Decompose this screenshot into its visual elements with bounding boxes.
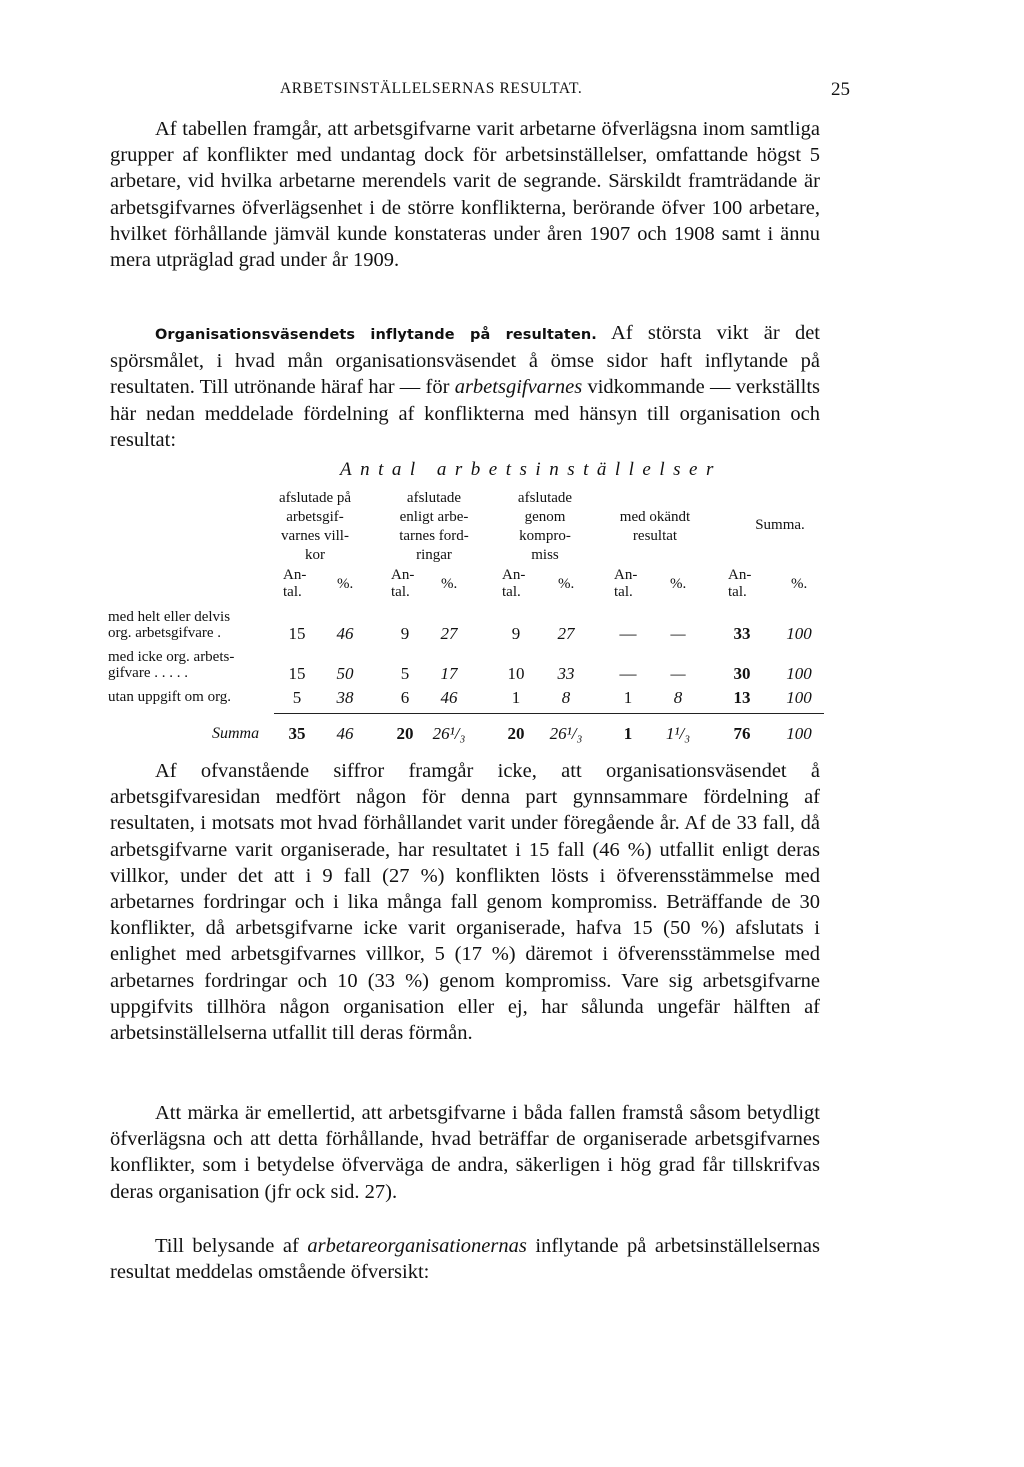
column-group-compromise: afslutade genom kompro- miss (517, 490, 573, 563)
paragraph-5-text-b: inflytande på arbetsinställelsernas resultat meddelas omstående öfversikt: (110, 1235, 820, 1284)
subheader-percent: %. (441, 576, 458, 592)
table-cell: 9 (400, 624, 410, 643)
row-label: med helt eller delvis (108, 609, 231, 625)
row-label: utan uppgift om org. (108, 689, 232, 705)
table-cell: 46 (336, 624, 354, 643)
subheader-percent: %. (791, 576, 808, 592)
paragraph-5 (110, 1233, 820, 1285)
subheader-antal: An- (283, 567, 307, 583)
table-cell: 13 (733, 688, 751, 707)
table-cell: — (619, 664, 637, 683)
table-cell: 38 (336, 688, 354, 707)
table-cell: 33 (557, 664, 575, 683)
column-group-employer-terms: afslutade på arbetsgif- varnes vill- kor (278, 490, 352, 563)
table-super-header: Antal arbetsinställelser (340, 459, 722, 480)
paragraph-3 (110, 758, 820, 1046)
column-group-worker-demands: afslutade enligt arbe- tarnes ford- ringar (399, 490, 469, 563)
subheader-percent: %. (337, 576, 354, 592)
subheader-antal: An- (728, 567, 752, 583)
table-cell: 27 (557, 624, 575, 643)
summa-label: Summa (212, 725, 260, 742)
subheader-antal: An- (391, 567, 415, 583)
table-cell: 8 (673, 688, 683, 707)
column-group-unknown: med okändt resultat (619, 509, 691, 544)
table-cell: 33 (733, 624, 751, 643)
section-heading: Organisationsväsendets inflytande på resultaten. (155, 327, 597, 343)
row-label: med icke org. arbets- (108, 649, 235, 665)
table-cell: 5 (292, 688, 302, 707)
summa-cell: 1¹/₃ (665, 724, 691, 743)
table-cell: 100 (786, 624, 812, 643)
column-group-summa: Summa. (755, 517, 805, 533)
subheader-antal: An- (614, 567, 638, 583)
summa-cell: 20 (396, 724, 414, 743)
table-cell: 100 (786, 664, 812, 683)
paragraph-5-text-a: Till belysande af (155, 1235, 308, 1257)
table-cell: 27 (440, 624, 458, 643)
table-cell: 6 (400, 688, 410, 707)
paragraph-1-text: Af tabellen framgår, att arbetsgifvarne varit arbetarne öfverlägsna inom samtliga grupper af konflikter med undantag dock för arbetsinställelser, omfattande högst 5 arbetare, vid hvilka arbetarne merendels varit de segrande. Särskildt framträdande är arbetsgifvarnes öfverlägsenhet i de större konflikterna, berörande öfver 100 arbetare, hvilket förhållande jämväl kunde konstateras under åren 1907 och 1908 samt i ännu mera utpräglad grad under år 1909. (110, 118, 820, 272)
paragraph-4-text: Att märka är emellertid, att arbetsgifvarne i båda fallen framstå såsom betydligt öfverlägsna och att detta förhållande, hvad beträffar de organiserade arbetsgifvarnes konflikter, som i betydelse öfverväga de andra, säkerligen i hög grad får tillskrifvas deras organisation (jfr ock sid. 27). (110, 1102, 820, 1203)
paragraph-2-text-b: vidkommande — verkställts här nedan meddelade fördelning af konflikterna med hänsyn till organisation och resultat: (110, 376, 821, 451)
subheader-antal-2: tal. (614, 584, 633, 600)
summa-cell: 76 (733, 724, 751, 743)
subheader-antal-2: tal. (502, 584, 521, 600)
table-cell: — (670, 664, 686, 683)
subheader-percent: %. (558, 576, 575, 592)
subheader-percent: %. (670, 576, 687, 592)
paragraph-4 (110, 1100, 820, 1205)
summa-rule (274, 713, 824, 714)
paragraph-3-text: Af ofvanstående siffror framgår icke, att organisationsväsendet å arbetsgifvaresidan medfört någon för denna part gynnsammare fördelning af resultaten, i motsats mot hvad förhållandet varit under föregående år. Af de 33 fall, då arbetsgifvarne varit organiserade, har resultatet i 15 fall (46 %) utfallit enligt deras villkor, under det att i 9 fall (27 %) konflikten lösts i öfverensstämmelse med arbetarnes fordringar och i lika många fall genom kompromiss. Beträffande de 30 konflikter, då arbetsgifvarne icke varit organiserade, hafva 15 (50 %) afslutats i enlighet med arbetsgifvarnes villkor, 5 (17 %) däremot i öfverensstämmelse med arbetarnes fordringar och 10 (33 %) genom kompromiss. Vare sig arbetsgifvarne uppgifvits tillhöra någon organisation eller ej, har sålunda ungefär hälften af arbetsinställelserna utfallit till deras förmån. (110, 760, 820, 1045)
summa-cell: 46 (336, 724, 354, 743)
table-cell: 15 (288, 624, 306, 643)
paragraph-2-text-a: Af största vikt är det spörsmålet, i hvad mån organisationsväsendet å ömse sidor haft inflytande på resultaten. Till utrönande häraf har — för (110, 322, 820, 399)
table-cell: — (670, 624, 686, 643)
subheader-antal: An- (502, 567, 526, 583)
summa-cell: 1 (623, 724, 633, 743)
summa-cell: 26¹/₃ (432, 724, 466, 743)
table-cell: 46 (440, 688, 458, 707)
summa-cell: 35 (288, 724, 306, 743)
table-cell: 15 (288, 664, 306, 683)
paragraph-2 (110, 320, 820, 453)
running-title: ARBETSINSTÄLLELSERNAS RESULTAT. (280, 80, 583, 97)
subheader-antal-2: tal. (283, 584, 302, 600)
table-cell: 9 (511, 624, 521, 643)
subheader-antal-2: tal. (728, 584, 747, 600)
paragraph-2-italic: arbetsgifvarnes (454, 376, 583, 399)
paragraph-2-text (110, 320, 820, 453)
summa-cell: 26¹/₃ (549, 724, 583, 743)
table-cell: 10 (507, 664, 525, 683)
paragraph-5-italic: arbetareorganisationernas (307, 1235, 527, 1257)
page-number: 25 (831, 79, 850, 100)
table-cell: 30 (733, 664, 751, 683)
summa-cell: 20 (507, 724, 525, 743)
summa-cell: 100 (786, 724, 812, 743)
running-header (280, 80, 850, 98)
subheader-antal-2: tal. (391, 584, 410, 600)
row-label: org. arbetsgifvare . (108, 625, 222, 641)
row-label: gifvare . . . . . (108, 665, 188, 681)
table-cell: — (619, 624, 637, 643)
table-cell: 1 (511, 688, 521, 707)
table-cell: 5 (400, 664, 410, 683)
table-cell: 50 (336, 664, 354, 683)
table-cell: 8 (561, 688, 571, 707)
table-cell: 17 (440, 664, 458, 683)
table-cell: 1 (623, 688, 633, 707)
paragraph-5-text (110, 1233, 820, 1285)
table-cell: 100 (786, 688, 812, 707)
paragraph-1 (110, 116, 820, 273)
